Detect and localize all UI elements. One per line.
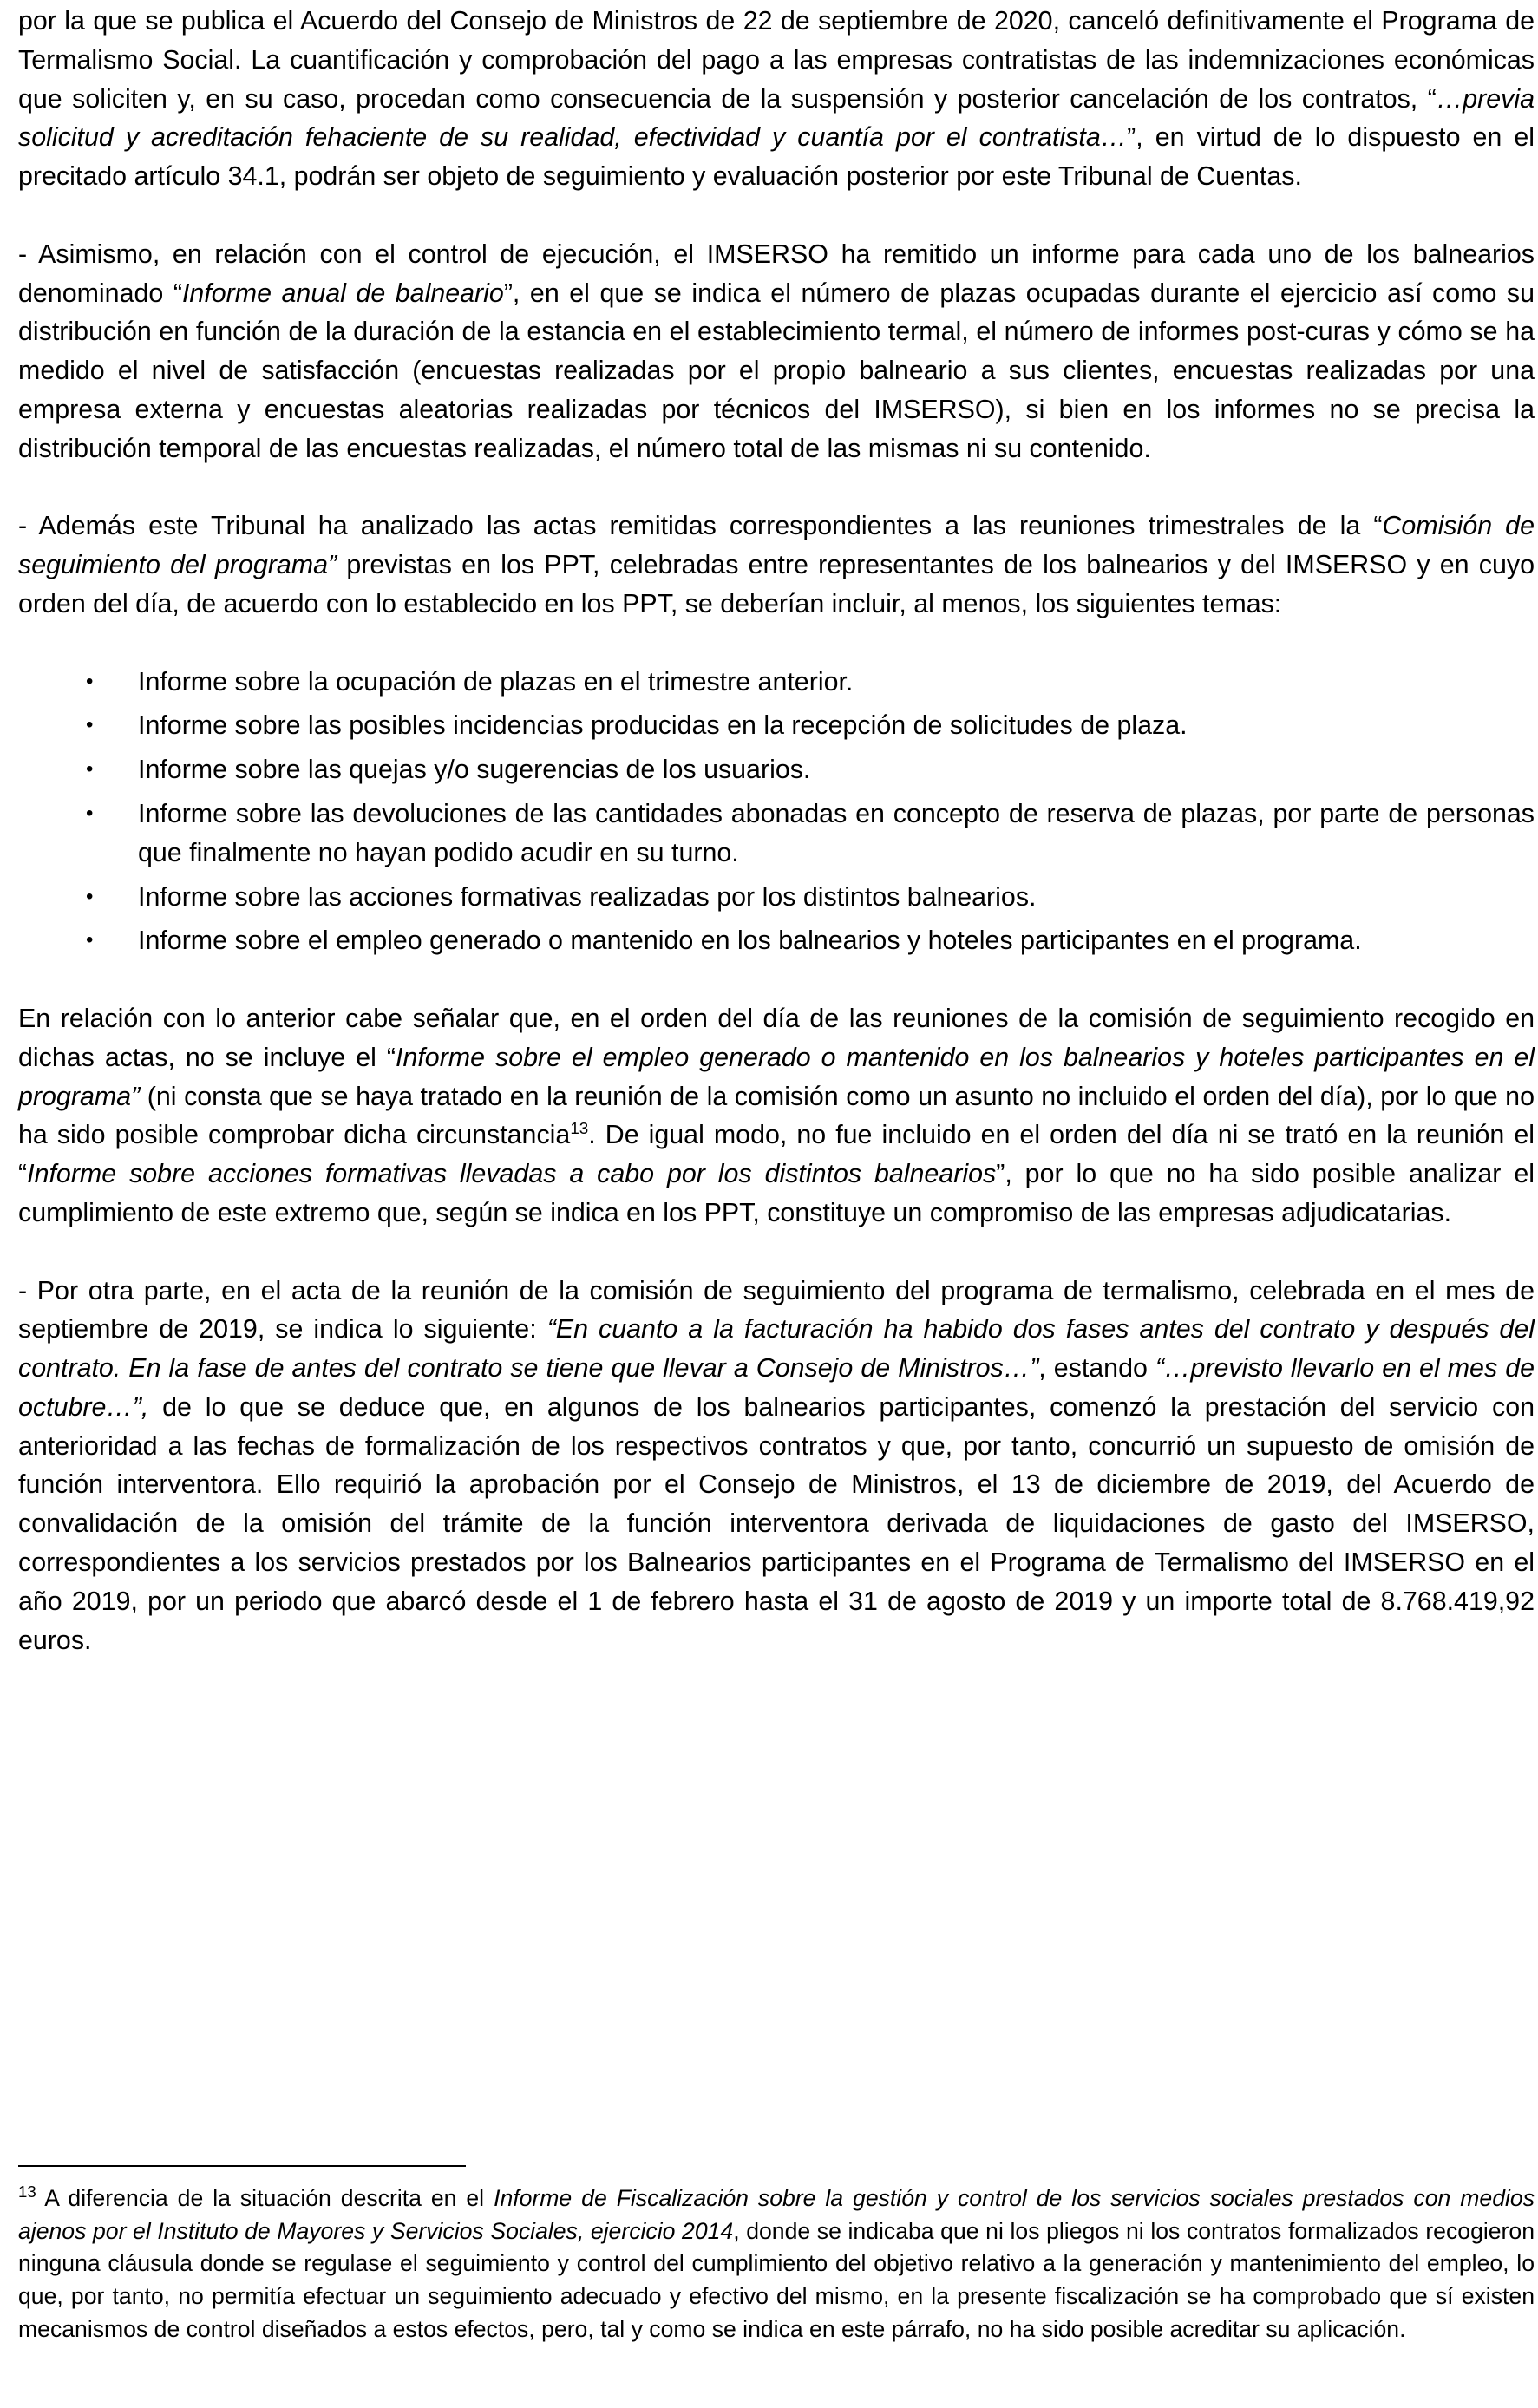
- footnote-13: [18, 2182, 1535, 2346]
- list-item-text: Informe sobre las quejas y/o sugerencias de los usuarios.: [138, 755, 811, 785]
- list-item: [86, 795, 1535, 873]
- list-item: [86, 706, 1535, 745]
- italic-quote: “En cuanto a la facturación ha habido dos fases antes del contrato y después del contrato. En la fase de antes del contrato se tiene que llevar a Consejo de Ministros…”: [18, 1314, 1535, 1384]
- bullet-icon: •: [86, 713, 94, 737]
- footnote-number: 13: [18, 2182, 36, 2202]
- text-run: En relación con lo anterior cabe señalar que, en el orden del día de las reuniones de la comisión de seguimiento recogido en dichas actas, no se incluye el “: [18, 1003, 1535, 1072]
- list-item: [86, 878, 1535, 917]
- text-run: - Asimismo, en relación con el control de ejecución, el IMSERSO ha remitido un informe para cada uno de los balnearios denominado “: [18, 239, 1535, 308]
- text-run: , donde se indicaba que ni los pliegos ni los contratos formalizados recogieron ninguna cláusula donde se regulase el seguimiento y control del cumplimiento del objetivo relativo a la generación y mantenimiento del empleo, lo que, por tanto, no permitía efectuar un seguimiento adecuado y efectivo del mismo, en la presente fiscalización se ha comprobado que sí existen mecanismos de control diseñados a estos efectos, pero, tal y como se indica en este párrafo, no ha sido posible acreditar su aplicación.: [18, 2217, 1535, 2342]
- footnote-separator: [18, 2165, 466, 2167]
- agenda-topics-list: [18, 663, 1535, 961]
- italic-quote: …previa solicitud y acreditación fehaciente de su realidad, efectividad y cuantía por el contratista…: [18, 83, 1535, 153]
- text-run: A diferencia de la situación descrita en el: [36, 2185, 494, 2211]
- italic-title: Informe sobre el empleo generado o mantenido en los balnearios y hoteles participantes en el programa”: [18, 1042, 1535, 1111]
- list-item: [86, 663, 1535, 702]
- text-run: por la que se publica el Acuerdo del Consejo de Ministros de 22 de septiembre de 2020, canceló definitivamente el Programa de Termalismo Social. La cuantificación y comprobación del pago a las empresas contratistas de las indemnizaciones económicas que soliciten y, en su caso, procedan como consecuencia de la suspensión y posterior cancelación de los contratos, “: [18, 6, 1535, 114]
- bullet-icon: •: [86, 801, 94, 825]
- list-item-text: Informe sobre la ocupación de plazas en el trimestre anterior.: [138, 666, 854, 697]
- bullet-icon: •: [86, 884, 94, 908]
- italic-title: Comisión de seguimiento del programa”: [18, 511, 1535, 580]
- italic-title: Informe anual de balneario: [181, 278, 504, 308]
- text-run: , estando: [1038, 1353, 1155, 1384]
- list-item-text: Informe sobre las acciones formativas realizadas por los distintos balnearios.: [138, 881, 1037, 912]
- bullet-icon: •: [86, 757, 94, 782]
- list-item-text: Informe sobre las posibles incidencias producidas en la recepción de solicitudes de plaza.: [138, 710, 1188, 741]
- text-run: (ni consta que se haya tratado en la reunión de la comisión como un asunto no incluido el orden del día), por lo que no ha sido posible comprobar dicha circunstancia: [18, 1081, 1535, 1150]
- text-run: . De igual modo, no fue incluido en el orden del día ni se trató en la reunión el “: [18, 1120, 1535, 1189]
- paragraph-commission-minutes: [18, 507, 1535, 623]
- italic-title: Informe de Fiscalización sobre la gestión y control de los servicios sociales prestados con medios ajenos por el Instituto de Mayores y Servicios Sociales, ejercicio 2014: [18, 2185, 1535, 2244]
- text-run: ”, por lo que no ha sido posible analizar el cumplimiento de este extremo que, según se indica en los PPT, constituye un compromiso de las empresas adjudicatarias.: [18, 1159, 1535, 1227]
- paragraph-cancellation: [18, 0, 1535, 196]
- text-run: previstas en los PPT, celebradas entre representantes de los balnearios y del IMSERSO y en cuyo orden del día, de acuerdo con lo establecido en los PPT, se deberían incluir, al menos, los siguientes temas:: [18, 550, 1535, 618]
- list-item-text: Informe sobre las devoluciones de las cantidades abonadas en concepto de reserva de plazas, por parte de personas que finalmente no hayan podido acudir en su turno.: [138, 798, 1535, 867]
- list-item: [86, 750, 1535, 789]
- paragraph-billing-minutes: [18, 1272, 1535, 1660]
- text-run: de lo que se deduce que, en algunos de los balnearios participantes, comenzó la prestación del servicio con anterioridad a las fechas de formalización de los respectivos contratos y que, por tanto, concurrió un supuesto de omisión de función interventora. Ello requirió la aprobación por el Consejo de Ministros, el 13 de diciembre de 2019, del Acuerdo de convalidación de la omisión del trámite de la función interventora derivada de liquidaciones de gasto del IMSERSO, correspondientes a los servicios prestados por los Balnearios participantes en el Programa de Termalismo del IMSERSO en el año 2019, por un periodo que abarcó desde el 1 de febrero hasta el 31 de agosto de 2019 y un importe total de 8.768.419,92 euros.: [18, 1391, 1535, 1655]
- text-run: - Además este Tribunal ha analizado las actas remitidas correspondientes a las reuniones trimestrales de la “: [18, 511, 1383, 541]
- text-run: ”, en el que se indica el número de plazas ocupadas durante el ejercicio así como su distribución en función de la duración de la estancia en el establecimiento termal, el número de informes post-curas y cómo se ha medido el nivel de satisfacción (encuestas realizadas por el propio balneario a sus clientes, encuestas realizadas por una empresa externa y encuestas aleatorias realizadas por técnicos del IMSERSO), si bien en los informes no se precisa la distribución temporal de las encuestas realizadas, el número total de las mismas ni su contenido.: [18, 278, 1535, 463]
- footnote-reference[interactable]: 13: [570, 1119, 589, 1138]
- list-item: [86, 921, 1535, 960]
- bullet-icon: •: [86, 928, 94, 952]
- bullet-icon: •: [86, 669, 94, 693]
- italic-quote: “…previsto llevarlo en el mes de octubre…”,: [18, 1353, 1535, 1422]
- text-run: - Por otra parte, en el acta de la reunión de la comisión de seguimiento del programa de termalismo, celebrada en el mes de septiembre de 2019, se indica lo siguiente:: [18, 1275, 1535, 1345]
- list-item-text: Informe sobre el empleo generado o mantenido en los balnearios y hoteles participantes en el programa.: [138, 926, 1362, 956]
- text-run: ”, en virtud de lo dispuesto en el precitado artículo 34.1, podrán ser objeto de seguimiento y evaluación posterior por este Tribunal de Cuentas.: [18, 122, 1535, 192]
- paragraph-execution-control: [18, 235, 1535, 468]
- document-page: [18, 0, 1535, 1659]
- paragraph-employment-findings: [18, 999, 1535, 1233]
- italic-title: Informe sobre acciones formativas llevadas a cabo por los distintos balnearios: [27, 1159, 997, 1189]
